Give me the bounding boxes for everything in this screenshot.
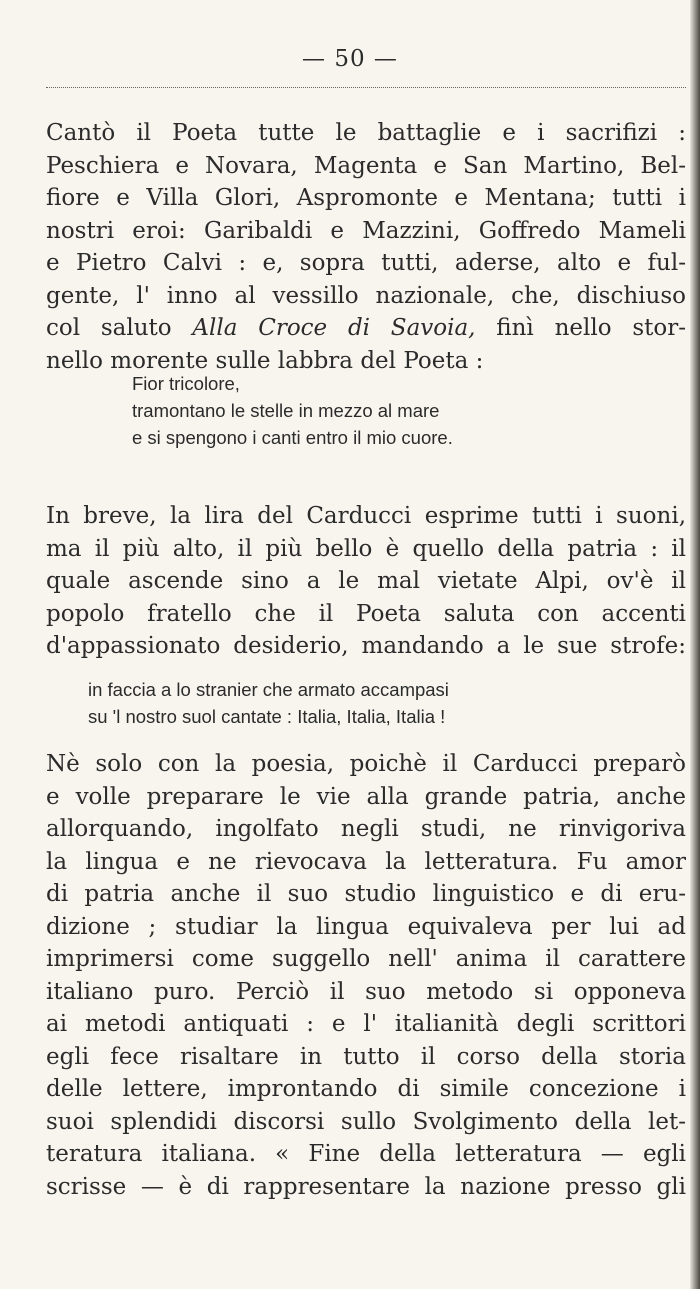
text-line: Nè solo con la poesia, poichè il Carducci preparò [46, 751, 686, 777]
page-edge-shadow [690, 0, 700, 1289]
paragraph-1 [46, 117, 686, 377]
text-line: allorquando, ingolfato negli studi, ne rinvigoriva [46, 816, 686, 842]
page-number: — 50 — [302, 46, 398, 72]
text-line: egli fece risaltare in tutto il corso della storia [46, 1043, 686, 1070]
text-line: Peschiera e Novara, Magenta e San Martino, Bel- [46, 152, 686, 179]
verse-2 [88, 676, 449, 730]
text-line: gente, l' inno al vessillo nazionale, che, dischiuso [46, 282, 686, 309]
text-line: ai metodi antiquati : e l' italianità degli scrittori [46, 1011, 686, 1037]
verse-line: tramontano le stelle in mezzo al mare [132, 400, 440, 421]
text-line: fiore e Villa Glori, Aspromonte e Mentana; tutti i [46, 185, 686, 211]
text-line [46, 312, 686, 345]
verse-line: e si spengono i canti entro il mio cuore. [132, 427, 453, 448]
text-line: ma il più alto, il più bello è quello della patria : il [46, 535, 686, 562]
text-line: scrisse — è di rappresentare la nazione presso gli [46, 1173, 686, 1200]
text-segment: col saluto [46, 315, 193, 341]
verse-1 [132, 370, 453, 451]
verse-line: in faccia a lo stranier che armato accampasi [88, 679, 449, 700]
text-line: imprimersi come suggello nell' anima il carattere [46, 946, 686, 972]
text-line: dizione ; studiar la lingua equivaleva per lui ad [46, 913, 686, 940]
text-line: nostri eroi: Garibaldi e Mazzini, Goffredo Mameli [46, 217, 686, 244]
text-segment: finì nello stor- [475, 315, 686, 341]
paragraph-3 [46, 748, 686, 1203]
text-line: popolo fratello che il Poeta saluta con accenti [46, 600, 686, 627]
text-line: e Pietro Calvi : e, sopra tutti, aderse, alto e ful- [46, 250, 686, 276]
text-line: e volle preparare le vie alla grande patria, anche [46, 783, 686, 810]
text-line: delle lettere, improntando di simile concezione i [46, 1076, 686, 1102]
text-line: In breve, la lira del Carducci esprime tutti i suoni, [46, 503, 686, 529]
text-line: di patria anche il suo studio linguistico e di eru- [46, 881, 686, 907]
paragraph-2 [46, 500, 686, 663]
text-line: nello morente sulle labbra del Poeta : [46, 347, 484, 374]
verse-line: Fior tricolore, [132, 373, 240, 394]
text-line: suoi splendidi discorsi sullo Svolgimento della let- [46, 1108, 686, 1135]
header-rule [46, 87, 686, 88]
text-line: teratura italiana. « Fine della letteratura — egli [46, 1141, 686, 1167]
italic-title: Alla Croce di Savoia, [192, 315, 476, 341]
text-line: Cantò il Poeta tutte le battaglie e i sacrifizi : [46, 120, 686, 146]
text-line: quale ascende sino a le mal vietate Alpi, ov'è il [46, 568, 686, 594]
text-line: la lingua e ne rievocava la letteratura. Fu amor [46, 848, 686, 875]
text-line: d'appassionato desiderio, mandando a le sue strofe: [46, 633, 686, 659]
verse-line: su 'l nostro suol cantate : Italia, Italia, Italia ! [88, 706, 446, 727]
text-line: italiano puro. Perciò il suo metodo si opponeva [46, 978, 686, 1005]
